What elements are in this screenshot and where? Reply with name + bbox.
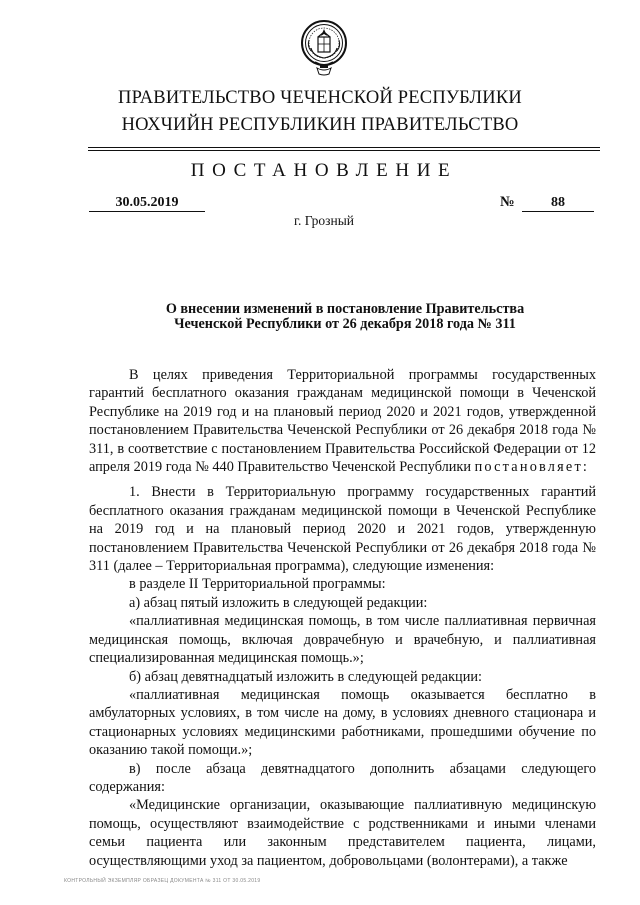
government-name-russian: ПРАВИТЕЛЬСТВО ЧЕЧЕНСКОЙ РЕСПУБЛИКИ	[118, 88, 522, 108]
coat-of-arms-emblem	[299, 18, 349, 86]
item-c-paragraph: в) после абзаца девятнадцатого дополнить абзацами следующего содержания:	[89, 760, 596, 795]
document-city: г. Грозный	[293, 213, 355, 228]
clause-1-paragraph: 1. Внести в Территориальную программу государственных гарантий бесплатного оказания гражданам медицинской помощи в Чеченской Республике на 2019 год и на плановый период 2020 и 2021 годов, утвержденную постановлением Правительства Чеченской Республики от 26 декабря 2018 года № 311 (далее – Территориальная программа), следующие изменения:	[89, 484, 596, 575]
number-sign: №	[500, 194, 515, 210]
preamble-text: В целях приведения Территориальной программы государственных гарантий бесплатного оказания гражданам медицинской помощи в Чеченской Республике на 2019 год и на плановый период 2020 и 2021 годов, утвержденной постановлением Правительства Чеченской Республики от 26 декабря 2018 года № 311, в соответствие с постановлением Правительства Российской Федерации от 12 апреля 2019 года № 440 Правительство Чеченской Республики	[89, 367, 596, 476]
section-ii-paragraph: в разделе II Территориальной программы:	[129, 576, 386, 593]
item-c-quote-paragraph: «Медицинские организации, оказывающие паллиативную медицинскую помощь, осуществляют взаимодействие с родственниками и иными членами семьи пациента или законным представителем пациента, лицами, осуществляющими уход за пациентом, добровольцами (волонтерами), а также	[89, 797, 596, 869]
document-type: ПОСТАНОВЛЕНИЕ	[190, 160, 458, 181]
item-b-quote-paragraph: «паллиативная медицинская помощь оказывается бесплатно в амбулаторных условиях, в том числе на дому, в условиях дневного стационара и стационарных условиях медицинскими работниками, прошедшими обучение по оказанию такой помощи.»;	[89, 686, 596, 759]
document-date: 30.05.2019	[89, 194, 205, 212]
item-b-paragraph: б) абзац девятнадцатый изложить в следующей редакции:	[129, 668, 482, 685]
footer-service-mark: КОНТРОЛЬНЫЙ ЭКЗЕМПЛЯР ОБРАЗЕЦ ДОКУМЕНТА № 311 ОТ 30.05.2019	[64, 878, 261, 884]
resolution-keyword: постановляет:	[474, 459, 590, 476]
title-line-2: Чеченской Республики от 26 декабря 2018 года № 311	[174, 316, 516, 332]
government-name-chechen: НОХЧИЙН РЕСПУБЛИКИН ПРАВИТЕЛЬСТВО	[121, 115, 519, 135]
document-number: 88	[522, 194, 594, 212]
header-divider-thick	[88, 150, 600, 151]
document-body	[89, 366, 596, 870]
preamble-paragraph	[89, 366, 596, 476]
header-divider-thin	[88, 147, 600, 148]
document-title	[0, 302, 640, 332]
item-a-paragraph: а) абзац пятый изложить в следующей редакции:	[129, 594, 428, 611]
item-a-quote-paragraph: «паллиативная медицинская помощь, в том числе паллиативная первичная медицинская помощь, включая доврачебную и врачебную, и паллиативная специализированная медицинская помощь.»;	[89, 613, 596, 667]
title-line-1: О внесении изменений в постановление Правительства	[165, 301, 525, 317]
